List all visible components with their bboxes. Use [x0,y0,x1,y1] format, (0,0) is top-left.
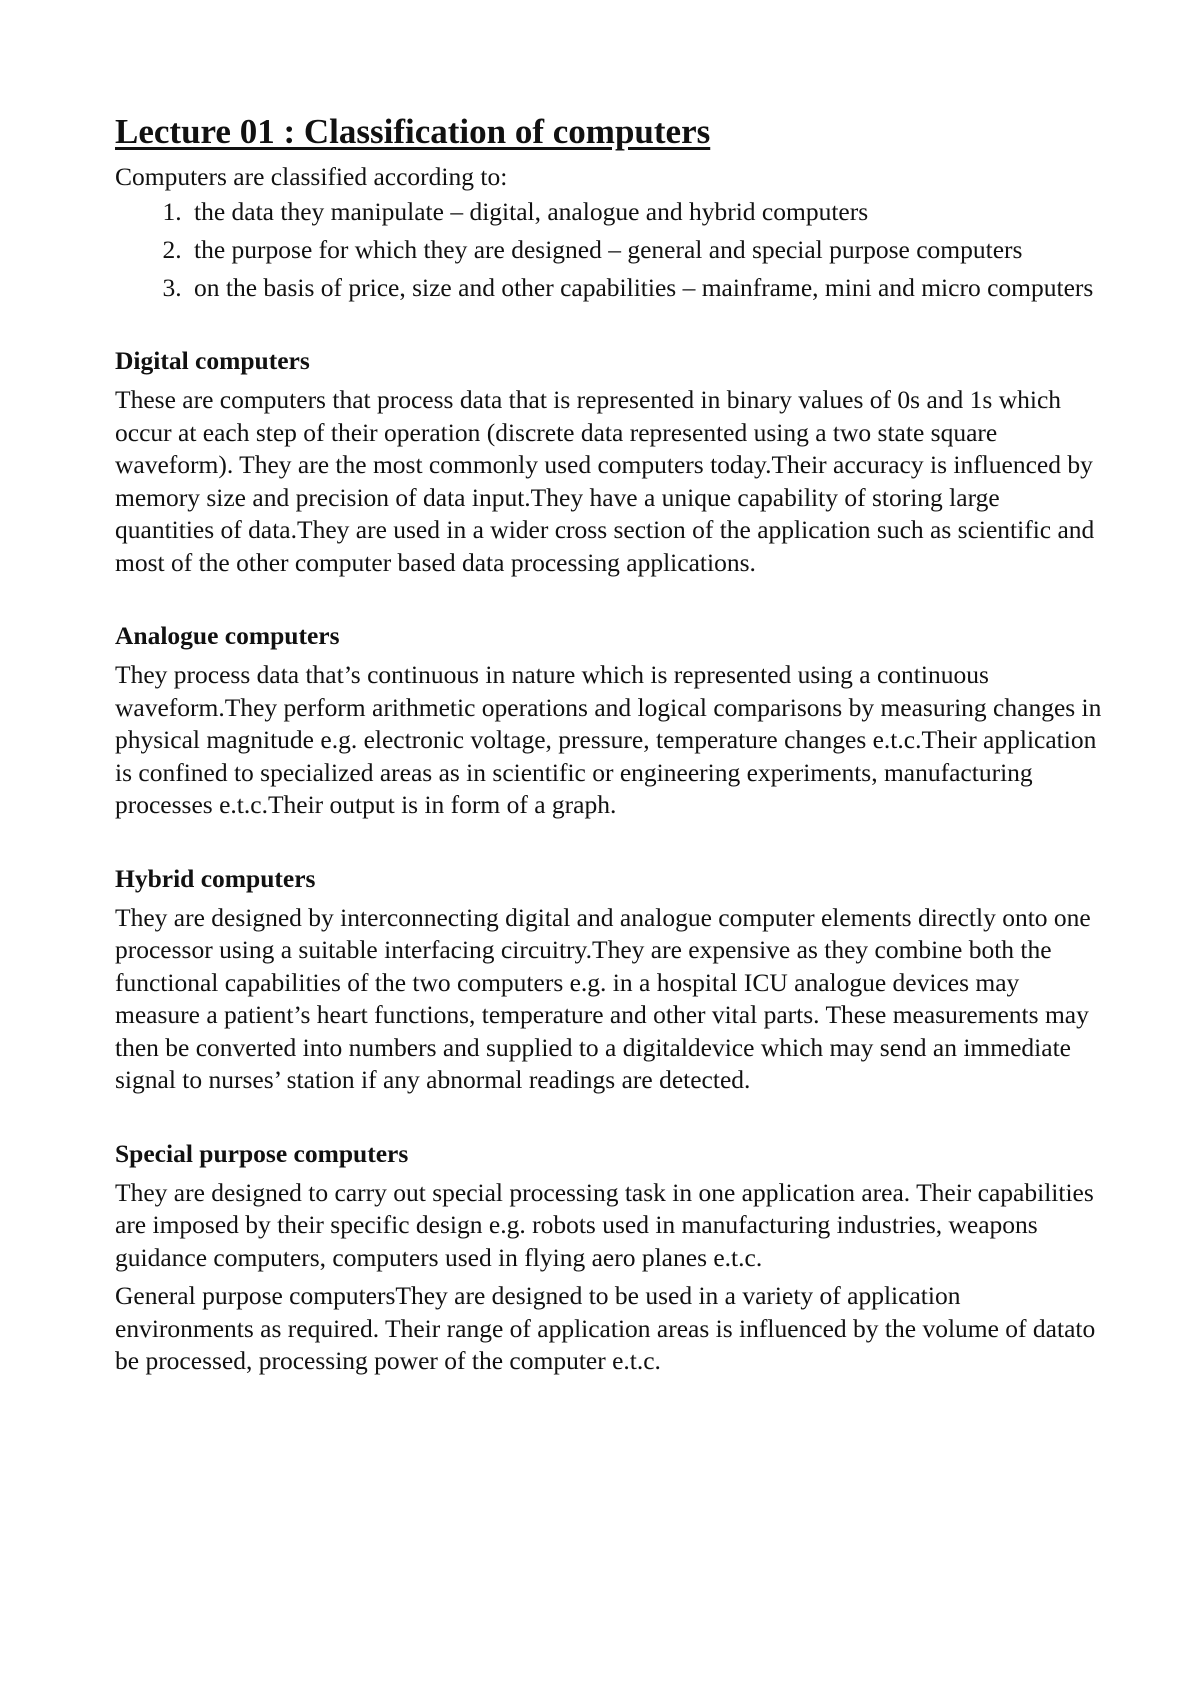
section-body: They are designed to carry out special processing task in one application area. Their capabilities are imposed by their specific design e.g. robots used in manufacturing industries, weapons guidance computers, computers used in flying aero planes e.t.c. [115,1177,1094,1272]
section-digital-computers [115,344,1105,579]
intro-text: Computers are classified according to: [115,162,508,192]
list-item: 3. on the basis of price, size and other capabilities – mainframe, mini and micro computers [188,271,1105,304]
list-item: 2. the purpose for which they are designed – general and special purpose computers [188,233,1105,266]
general-purpose-paragraph: General purpose computersThey are designed to be used in a variety of application environments as required. Their range of application areas is influenced by the volume of datato be processed, processing power of the computer e.t.c. [115,1281,1096,1376]
section-hybrid-computers [115,862,1105,1097]
section-heading: Special purpose computers [115,1138,409,1168]
section-special-purpose-computers [115,1137,1105,1378]
section-analogue-computers [115,619,1105,822]
section-heading: Analogue computers [115,621,340,651]
section-body: They process data that’s continuous in nature which is represented using a continuous waveform.They perform arithmetic operations and logical comparisons by measuring changes in physical magnitude e.g. electronic voltage, pressure, temperature changes e.t.c.Their application is confined to specialized areas as in scientific or engineering experiments, manufacturing processes e.t.c.Their output is in form of a graph. [115,660,1102,820]
section-heading: Hybrid computers [115,863,316,893]
classification-criteria-list [115,195,1105,304]
section-body: They are designed by interconnecting digital and analogue computer elements directly onto one processor using a suitable interfacing circuitry.They are expensive as they combine both the functional capabilities of the two computers e.g. in a hospital ICU analogue devices may measure a patient’s heart functions, temperature and other vital parts. These measurements may then be converted into numbers and supplied to a digitaldevice which may send an immediate signal to nurses’ station if any abnormal readings are detected. [115,902,1091,1095]
section-heading: Digital computers [115,346,310,376]
section-body: These are computers that process data that is represented in binary values of 0s and 1s which occur at each step of their operation (discrete data represented using a two state square waveform). They are the most commonly used computers today.Their accuracy is influenced by memory size and precision of data input.They have a unique capability of storing large quantities of data.They are used in a wider cross section of the application such as scientific and most of the other computer based data processing applications. [115,385,1095,577]
document-page [115,112,1105,1378]
page-title: Lecture 01 : Classification of computers [115,112,711,151]
list-item: 1. the data they manipulate – digital, analogue and hybrid computers [188,195,1105,228]
